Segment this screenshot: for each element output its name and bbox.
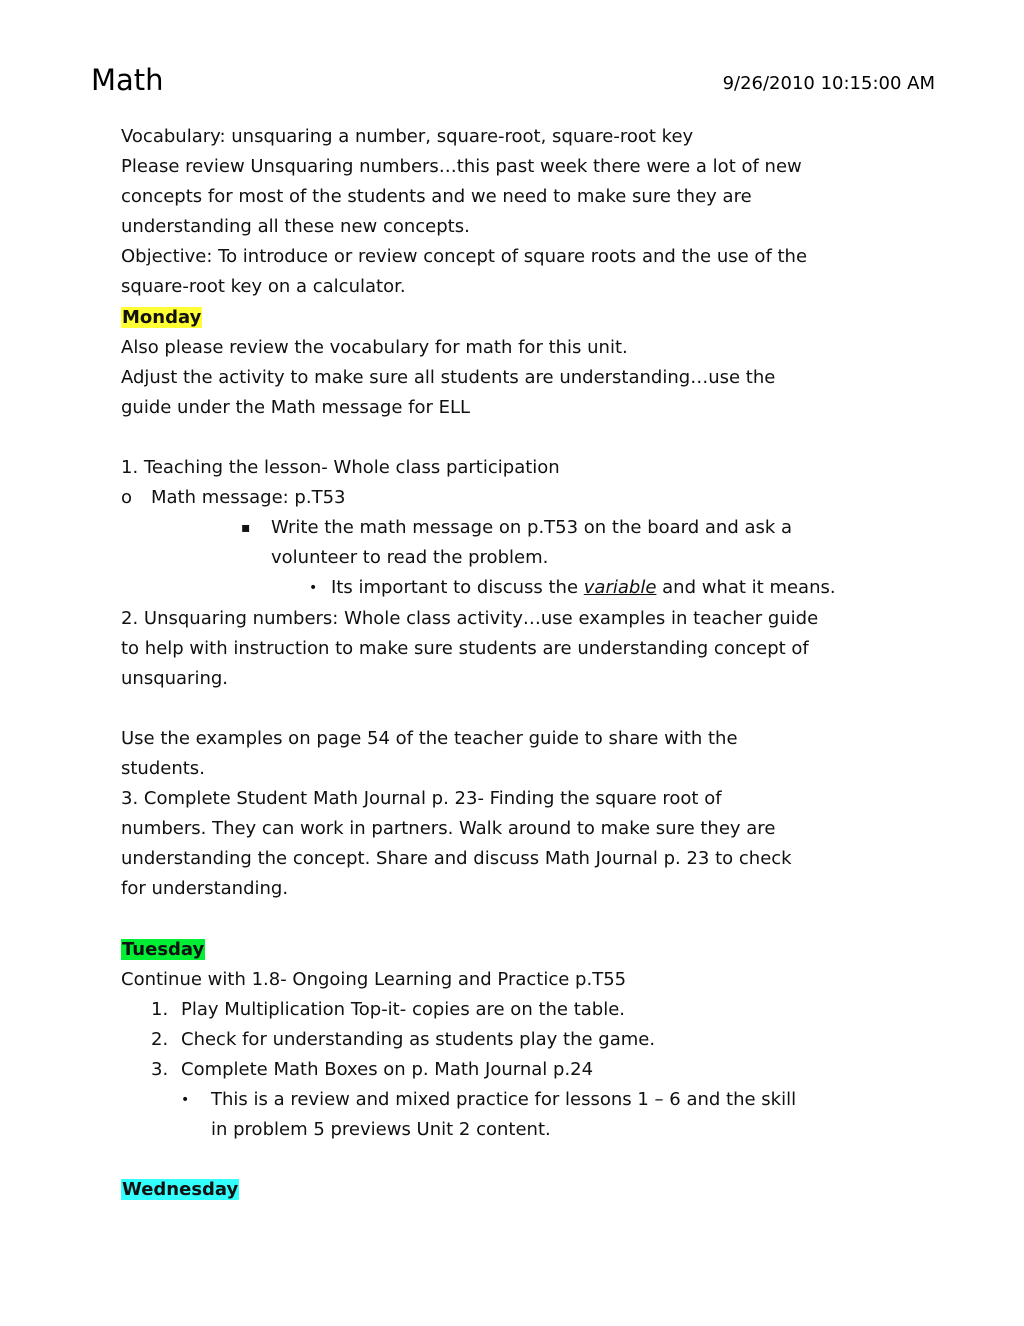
list-number: 2. (151, 1028, 169, 1050)
objective-line: square-root key on a calculator. (121, 276, 406, 298)
review-line: Please review Unsquaring numbers…this past week there were a lot of new (121, 156, 802, 178)
monday-step-3: understanding the concept. Share and discuss Math Journal p. 23 to check (121, 848, 792, 870)
tuesday-heading: Tuesday (122, 938, 205, 960)
write-message-text: Write the math message on p.T53 on the board and ask a (271, 517, 793, 539)
list-item-text: Complete Math Boxes on p. Math Journal p.24 (181, 1058, 594, 1080)
list-item-text: Play Multiplication Top-it- copies are on the table. (181, 998, 626, 1020)
sub-list-item (121, 1085, 911, 1115)
math-message-item (121, 483, 911, 513)
important-text-post: and what it means. (662, 577, 836, 599)
sub-list-text: This is a review and mixed practice for lessons 1 – 6 and the skill (211, 1089, 797, 1110)
monday-step-3: 3. Complete Student Math Journal p. 23- Finding the square root of (121, 788, 722, 810)
dot-bullet-icon: • (309, 580, 318, 597)
math-message-text: Math message: p.T53 (151, 487, 346, 509)
objective-line: Objective: To introduce or review concept of square roots and the use of the (121, 246, 808, 268)
list-item (121, 1055, 911, 1085)
wednesday-heading-row (121, 1175, 911, 1205)
monday-step-2: 2. Unsquaring numbers: Whole class activity…use examples in teacher guide (121, 607, 819, 629)
important-text (331, 573, 836, 603)
important-text-pre: Its important to discuss the (331, 577, 579, 599)
square-bullet-icon: ▪ (241, 520, 251, 537)
list-item-text: Check for understanding as students play the game. (181, 1028, 656, 1050)
monday-step-3: for understanding. (121, 878, 289, 900)
monday-step-2: unsquaring. (121, 667, 229, 689)
monday-line: guide under the Math message for ELL (121, 396, 471, 418)
list-item (121, 995, 911, 1025)
page-datetime: 9/26/2010 10:15:00 AM (722, 73, 935, 94)
spacer (121, 1145, 911, 1175)
sub-list-text: in problem 5 previews Unit 2 content. (211, 1119, 551, 1141)
write-message-item-cont (121, 543, 911, 573)
review-line: understanding all these new concepts. (121, 216, 470, 238)
monday-step-2: to help with instruction to make sure students are understanding concept of (121, 637, 809, 659)
wednesday-heading: Wednesday (122, 1179, 239, 1201)
monday-line: Adjust the activity to make sure all students are understanding…use the (121, 366, 776, 388)
examples-line: students. (121, 757, 205, 779)
monday-step-1: 1. Teaching the lesson- Whole class participation (121, 457, 560, 479)
examples-line: Use the examples on page 54 of the teacher guide to share with the (121, 727, 738, 749)
document-body (121, 122, 911, 1205)
tuesday-line: Continue with 1.8- Ongoing Learning and Practice p.T55 (121, 968, 627, 990)
monday-heading: Monday (122, 306, 202, 328)
important-item (121, 573, 911, 603)
spacer (121, 694, 911, 724)
vocabulary-line: Vocabulary: unsquaring a number, square-root, square-root key (121, 126, 694, 147)
write-message-item (121, 513, 911, 543)
monday-line: Also please review the vocabulary for math for this unit. (121, 336, 628, 358)
monday-heading-row (121, 303, 911, 333)
tuesday-heading-row (121, 935, 911, 965)
list-number: 3. (151, 1058, 169, 1080)
spacer (121, 904, 911, 934)
write-message-text: volunteer to read the problem. (271, 547, 549, 569)
dot-bullet-icon: • (181, 1092, 190, 1108)
sub-list-item-cont (121, 1115, 911, 1145)
page-title: Math (91, 63, 164, 97)
list-number: 1. (151, 998, 169, 1020)
monday-step-3: numbers. They can work in partners. Walk around to make sure they are (121, 818, 776, 840)
review-line: concepts for most of the students and we need to make sure they are (121, 186, 752, 208)
spacer (121, 423, 911, 453)
circle-bullet-icon: o (121, 487, 133, 509)
list-item (121, 1025, 911, 1055)
variable-term: variable (583, 577, 657, 599)
